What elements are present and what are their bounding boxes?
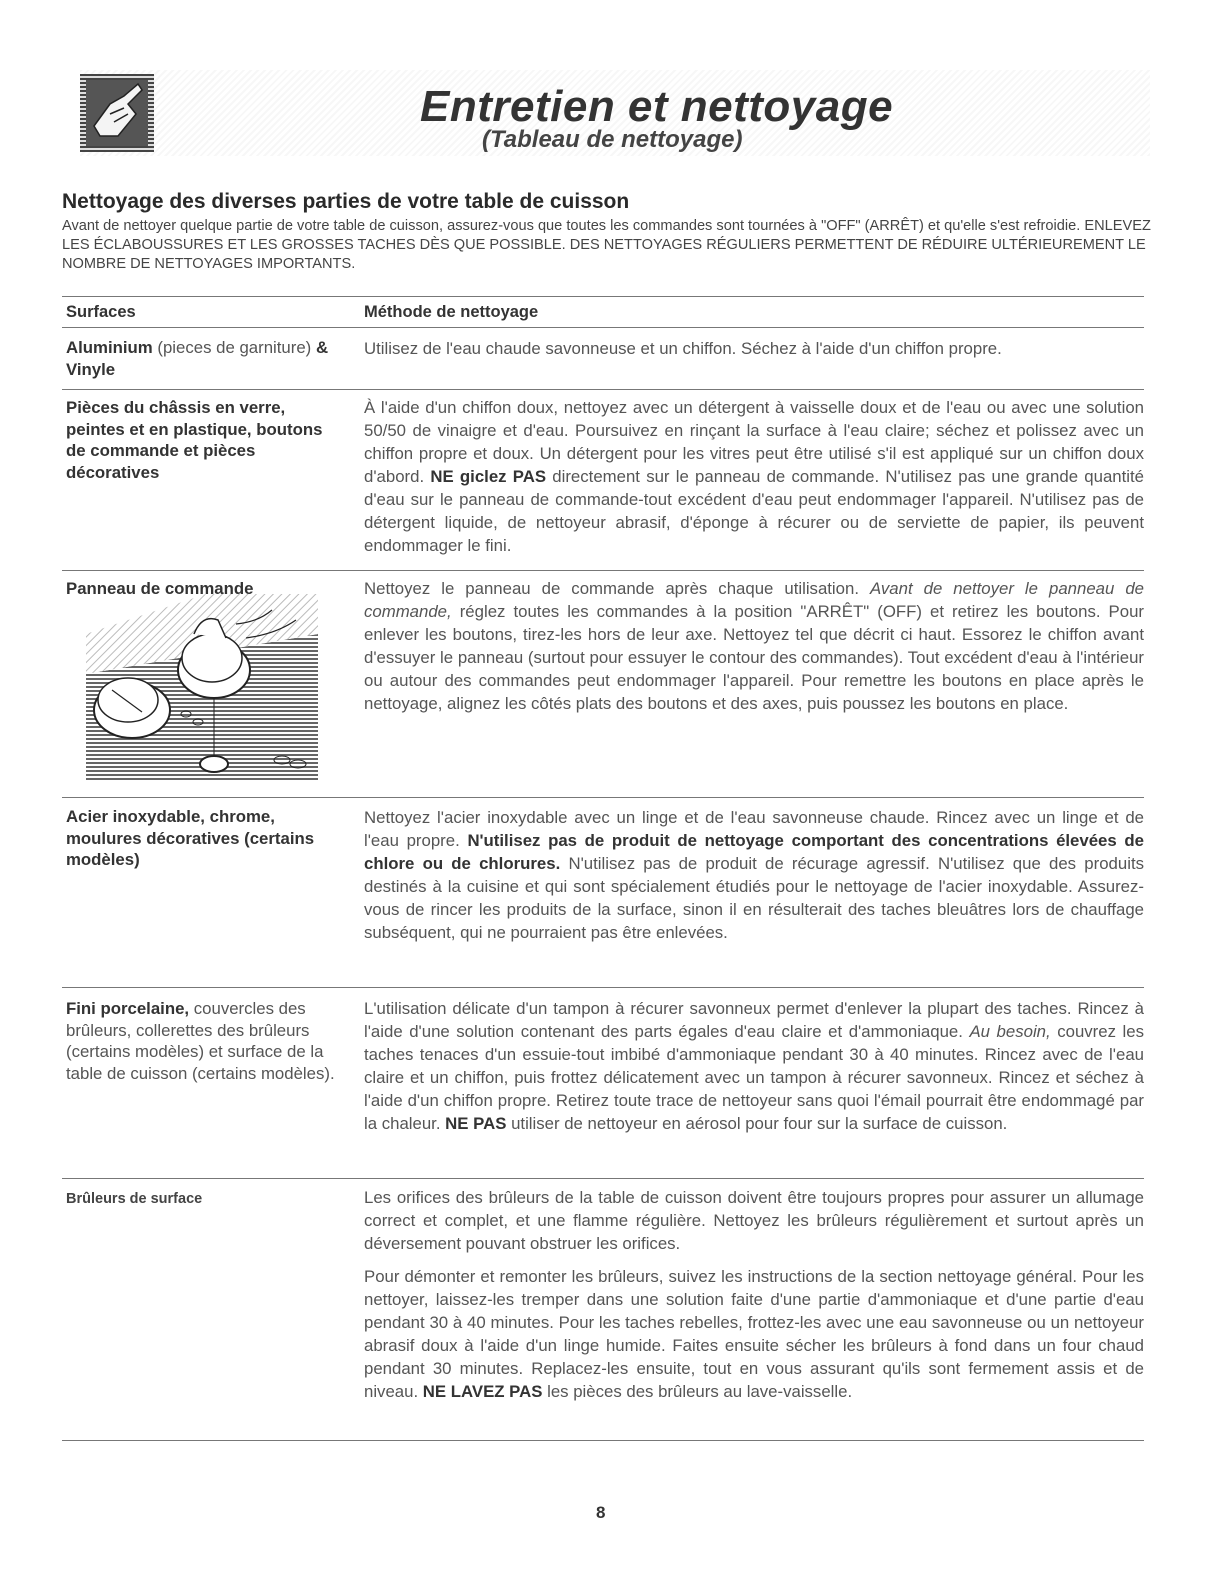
- control-knob-illustration: [86, 594, 318, 780]
- method-text: directement sur le panneau de commande. N'utilisez pas une grande quantité d'eau sur le panneau de commande-tout excédent d'eau peut endommager l'appareil. N'utilisez pas de détergent liquide, de nettoyeur abrasif, d'éponge à récurer ou de serviette de papier, ils peuvent endommager le fini.: [364, 467, 1144, 555]
- table-row-method: [364, 1186, 1144, 1413]
- table-bottom-rule: [62, 1440, 1144, 1441]
- table-row-surface: [66, 806, 336, 871]
- method-warning: NE PAS: [445, 1114, 507, 1133]
- method-text: Nettoyez l'acier inoxydable avec un linge et de l'eau savonneuse chaude. Rincez avec un linge et de l'eau propre.: [364, 808, 1144, 850]
- method-text: couvrez les taches tenaces d'un essuie-tout imbibé d'ammoniaque pendant 30 à 40 minutes. Rincez avec de l'eau claire et un chiffon, puis frottez délicatement avec un tampon à récurer savonneux. Rincez et séchez à l'aide d'un chiffon propre. Retirez toute trace de nettoyeur sans quoi l'émail pourrait être endommagé par la chaleur.: [364, 1022, 1144, 1133]
- surface-name: Fini porcelaine,: [66, 999, 190, 1018]
- page-subtitle: (Tableau de nettoyage): [482, 126, 743, 153]
- method-paragraph: Les orifices des brûleurs de la table de cuisson doivent être toujours propres pour assurer un allumage correct et complet, et une flamme régulière. Nettoyez les brûleurs régulièrement et surtout après un déversement pouvant obstruer les orifices.: [364, 1188, 1144, 1253]
- table-row-method: [364, 997, 1144, 1135]
- method-text: À l'aide d'un chiffon doux, nettoyez avec un détergent à vaisselle doux et de l'eau ou avec une solution 50/50 de vinaigre et d'eau. Poursuivez en rinçant la surface à l'eau claire; séchez et polissez avec un chiffon propre et doux. Un détergent pour les vitres peut être utilisé s'il est appliqué sur un chiffon doux d'abord.: [364, 398, 1144, 486]
- table-row-surface: [66, 337, 346, 380]
- method-text: Utilisez de l'eau chaude savonneuse et un chiffon. Séchez à l'aide d'un chiffon propre.: [364, 339, 1002, 358]
- section-title: Nettoyage des diverses parties de votre table de cuisson: [62, 190, 630, 213]
- method-text: L'utilisation délicate d'un tampon à récurer savonneux permet d'enlever la plupart des taches. Rincez à l'aide d'une solution contenant des parts égales d'eau claire et d'ammoniaque.: [364, 999, 1144, 1041]
- method-text: N'utilisez pas de produit de récurage agressif. N'utilisez que des produits destinés à la cuisine et qui sont spécialement étudiés pour le nettoyage de l'acier inoxydable. Assurez-vous de rincer les produits de la surface, sinon il en résulterait des taches bleuâtres lors de chauffage subséquent, qui ne pourraient pas être enlevées.: [364, 854, 1144, 942]
- table-row-method: [364, 396, 1144, 557]
- row-divider: [62, 389, 1144, 390]
- method-emphasis: Au besoin,: [969, 1022, 1051, 1041]
- table-top-rule: [62, 296, 1144, 297]
- method-warning: N'utilisez pas de produit de nettoyage comportant des concentrations élevées de chlore ou de chlorures.: [364, 831, 1144, 873]
- surface-detail: couvercles des brûleurs, collerettes des brûleurs (certains modèles) et surface de la table de cuisson (certains modèles).: [66, 999, 335, 1083]
- method-text: réglez toutes les commandes à la position "ARRÊT" (OFF) et retirez les boutons. Pour enlever les boutons, tirez-les hors de leur axe. Nettoyez tel que décrit ci haut. Essorez le chiffon avant d'essuyer le panneau (surtout pour essuyer le contour des commandes). Tout excédent d'eau à l'intérieur ou autour des commandes peut endommager l'appareil. Pour remettre les boutons en place après le nettoyage, alignez les côtés plats des boutons et des axes, puis poussez les boutons en place.: [364, 602, 1144, 713]
- method-text: Pour démonter et remonter les brûleurs, suivez les instructions de la section nettoyage général. Pour les nettoyer, laissez-les tremper dans une solution faite d'une partie d'ammoniaque et d'une partie d'eau pendant 30 à 40 minutes. Pour les taches rebelles, frottez-les avec une eau savonneuse ou un nettoyeur abrasif doux à l'aide d'un linge humide. Faites ensuite sécher les brûleurs à fond dans un four chaud pendant 30 minutes. Replacez-les ensuite, tout en vous assurant qu'ils sont fermement assis et de niveau.: [364, 1267, 1144, 1401]
- surface-name-extra: & Vinyle: [66, 338, 329, 379]
- table-header-rule: [62, 327, 1144, 328]
- cleaning-hand-icon: [80, 74, 154, 152]
- method-warning: NE LAVEZ PAS: [422, 1382, 543, 1401]
- method-text: Nettoyez le panneau de commande après chaque utilisation.: [364, 579, 870, 598]
- table-row-method: [364, 337, 1144, 360]
- row-divider: [62, 570, 1144, 571]
- surface-detail: (pieces de garniture): [152, 338, 316, 357]
- table-row-surface: [66, 397, 336, 483]
- column-header-method: Méthode de nettoyage: [364, 303, 539, 321]
- method-paragraph: [364, 1265, 1144, 1403]
- surface-name: Panneau de commande: [66, 579, 254, 598]
- table-row-surface: [66, 998, 336, 1084]
- page-title: Entretien et nettoyage: [420, 82, 894, 131]
- intro-paragraph: Avant de nettoyer quelque partie de votre table de cuisson, assurez-vous que toutes les commandes sont tournées à "OFF" (ARRÊT) et qu'elle s'est refroidie. ENLEVEZ LES ÉCLABOUSSURES ET LES GROSSES TACHES DÈS QUE POSSIBLE. DES NETTOYAGES RÉGULIERS PERMETTENT DE RÉDUIRE ULTÉRIEUREMENT LE NOMBRE DE NETTOYAGES IMPORTANTS.: [62, 218, 1151, 272]
- method-text: les pièces des brûleurs au lave-vaisselle.: [542, 1382, 853, 1401]
- method-warning: NE giclez PAS: [430, 467, 547, 486]
- method-emphasis: Avant de nettoyer le panneau de commande,: [364, 579, 1144, 621]
- page-number: 8: [596, 1503, 606, 1522]
- column-header-surfaces: Surfaces: [66, 303, 136, 321]
- method-text: utiliser de nettoyeur en aérosol pour four sur la surface de cuisson.: [506, 1114, 1008, 1133]
- surface-name: Brûleurs de surface: [66, 1191, 203, 1207]
- table-row-surface: [66, 1189, 346, 1211]
- row-divider: [62, 1178, 1144, 1179]
- table-row-method: [364, 806, 1144, 944]
- surface-name: Aluminium: [66, 338, 153, 357]
- row-divider: [62, 987, 1144, 988]
- surface-name: Acier inoxydable, chrome, moulures décoratives (certains modèles): [66, 807, 315, 869]
- table-row-method: [364, 577, 1144, 715]
- row-divider: [62, 797, 1144, 798]
- surface-name: Pièces du châssis en verre, peintes et en plastique, boutons de commande et pièces décoratives: [66, 398, 323, 482]
